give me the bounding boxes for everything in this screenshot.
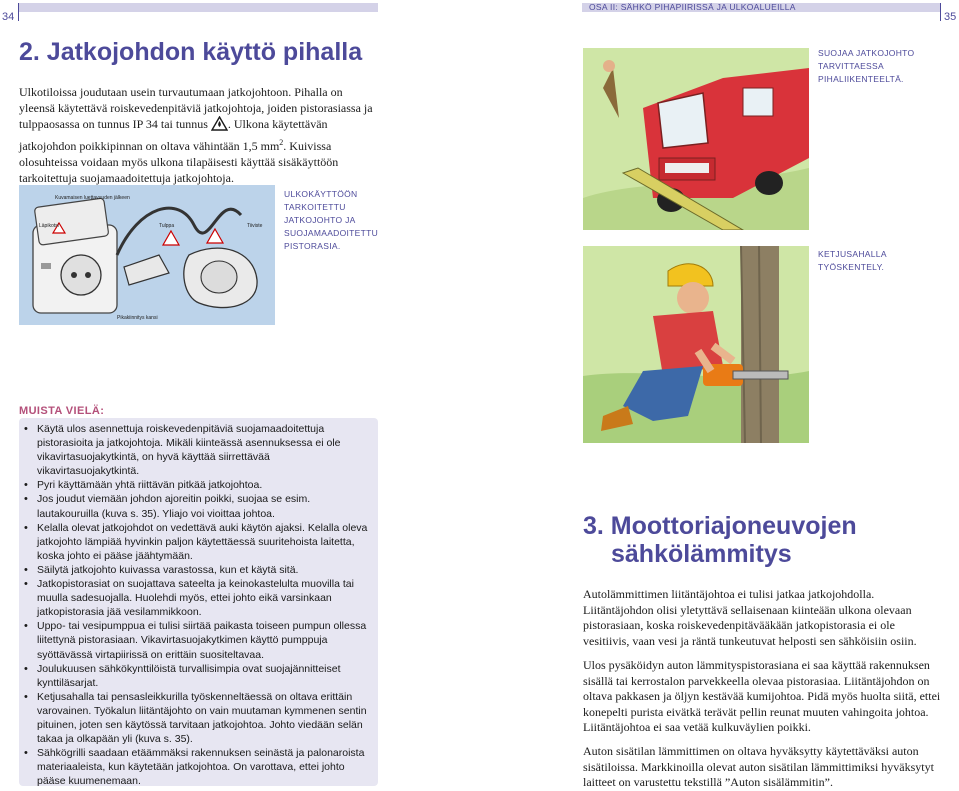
socket-illustration xyxy=(19,185,275,325)
reminder-heading: MUISTA VIELÄ: xyxy=(19,405,105,417)
section-paragraph-3: Auton sisätilan lämmittimen on oltava hyväksytty käytettäväksi auton sisätiloissa. Markkinoilla olevat auton sisätilan lämmittimiksi hyväksytyt laitteet on varustettu tekstillä ”Auton sisälämmitin”. xyxy=(583,744,934,789)
intro-paragraph xyxy=(19,84,379,186)
drip-triangle-icon xyxy=(211,116,228,135)
reminder-item: • Jos joudut viemään johdon ajoreitin poikki, suojaa se esim. lautakouruilla (kuva s. 35). Yliajo voi vioittaa johtoa. xyxy=(23,492,373,520)
running-header: OSA II: SÄHKÖ PIHAPIIRISSÄ JA ULKOALUEILLA xyxy=(589,2,796,12)
socket-caption: ULKOKÄYTTÖÖN TARKOITETTU JATKOJOHTO JA SUOJAMAADOITETTU PISTORASIA. xyxy=(284,189,379,251)
intro-text-1: Ulkotiloissa joudutaan usein turvautumaan jatkojohtoon. Pihalla on yleensä käytettävä roiskevedenpitäviä jatkojohtoja, joiden pistorasiassa ja tulppaosassa on tunnus IP 34 tai tunnus xyxy=(19,85,373,131)
label-lapikotsi: Läpikotsi xyxy=(39,223,59,229)
chainsaw-caption: KETJUSAHALLA TYÖSKENTELY. xyxy=(818,249,887,272)
reminder-item: • Uppo- tai vesipumppua ei tulisi siirtää paikasta toiseen pumpun ollessa liitettynä pistorasiaan. Vikavirtasuojakytkimen käyttö pumppuja syöttävässä virtapiirissä on erittäin suositeltavaa. xyxy=(23,619,373,661)
reminder-list xyxy=(23,422,373,788)
header-bar-left xyxy=(18,3,378,12)
reminder-item: • Joulukuusen sähkökynttilöistä turvallisimpia ovat suojajännitteiset kynttiläsarjat. xyxy=(23,662,373,690)
van-illustration xyxy=(583,48,809,230)
intro-sup: 2 xyxy=(279,138,284,147)
page-title: 2. Jatkojohdon käyttö pihalla xyxy=(19,38,363,66)
intro-text-3: . Kuivissa olosuhteissa voidaan myös ulkona tilapäisesti käyttää sisäkäyttöön tarkoitettuja suojamaadoitettuja jatkojohtoja. xyxy=(19,139,339,185)
page-number-left: 34 xyxy=(2,11,15,23)
reminder-item: • Jatkopistorasiat on suojattava sateelta ja keinokastelulta muovilla tai muulla sadesuojalla. Huolehdi myös, ettei johto eikä varsinkaan jatkopistorasia jää vesilammikkoon. xyxy=(23,577,373,619)
reminder-item: • Kelalla olevat jatkojohdot on vedettävä auki käytön ajaksi. Kelalla oleva jatkojohto lämpiää hyvinkin paljon käytettäessä suuritehoista laitetta, koska johto ei pääse jäähtymään. xyxy=(23,521,373,563)
section-paragraph-2: Ulos pysäköidyn auton lämmityspistorasiana ei saa käyttää rakennuksen sisällä tai kerrostalon parvekkeella olevaa pistorasiaa. Liitäntäjohdon on oltava pakkasen ja öljyn kestävää kumijohtoa. Pidä myös huolta siitä, ettei konepelti purista eivätkä terävät pellin reunat muuten vahingoita johtoa. Liitäntäjohtoa ei saa vetää kulkuväylien poikki. xyxy=(583,658,941,734)
section-title-line2: sähkölämmitys xyxy=(611,540,792,568)
reminder-item: • Ketjusahalla tai pensasleikkurilla työskenneltäessä on oltava erittäin varovainen. Työkalun liitäntäjohto on vain muutaman kymmenen sentin pituinen, joten sen käytössä tarvitaan jatkojohtoa. Johto viedään selän takaa ja olkapään yli (kuva s. 35). xyxy=(23,690,373,746)
chainsaw-illustration xyxy=(583,246,809,443)
label-top: Kuvamaisen luettavuuden jälkeen xyxy=(55,195,130,201)
label-tulppa: Tulppa xyxy=(159,223,175,229)
section-title-line1: 3. Moottoriajoneuvojen xyxy=(583,512,857,540)
header-rule-left xyxy=(18,3,19,21)
reminder-box xyxy=(19,418,378,786)
van-caption: SUOJAA JATKOJOHTO TARVITTAESSA PIHALIIKENTEELTÄ. xyxy=(818,48,915,84)
page-number-right: 35 xyxy=(944,11,957,23)
reminder-item: • Sähkögrilli saadaan etäämmäksi rakennuksen seinästä ja palonaroista materiaaleista, kun käytetään jatkojohtoa. On varottava, ettei johto pääse kuumenemaan. xyxy=(23,746,373,788)
label-bottom: Pikakiinnitys kansi xyxy=(117,315,158,321)
section-paragraph-1: Autolämmittimen liitäntäjohtoa ei tulisi jatkaa jatkojohdolla. Liitäntäjohdon olisi yletyttävä sellaisenaan kiinteään ulkona olevaan pistorasiaan, koska roiskevedenpitävääkään jatkopistorasia ei ole vesitiivis, vaan vesi ja räntä tunkeutuvat helposti sen sähköisiin osiin. xyxy=(583,587,917,648)
label-tiivis: Tiiviste xyxy=(247,223,263,229)
intro-text-2: . Ulkona käytettävän jatkojohdon poikkipinnan on oltava vähintään 1,5 mm xyxy=(19,117,328,153)
reminder-item: • Pyri käyttämään yhtä riittävän pitkää jatkojohtoa. xyxy=(23,478,373,492)
reminder-item: • Säilytä jatkojohto kuivassa varastossa, kun et käytä sitä. xyxy=(23,563,373,577)
reminder-item: • Käytä ulos asennettuja roiskevedenpitäviä suojamaadoitettuja pistorasioita ja jatkojohtoja. Mikäli kiinteässä asennuksessa ei ole vikavirtasuojakytkintä, on hyvä käyttää siirrettävää vikavirtasuojakytkintä. xyxy=(23,422,373,478)
header-rule-right xyxy=(940,3,941,21)
